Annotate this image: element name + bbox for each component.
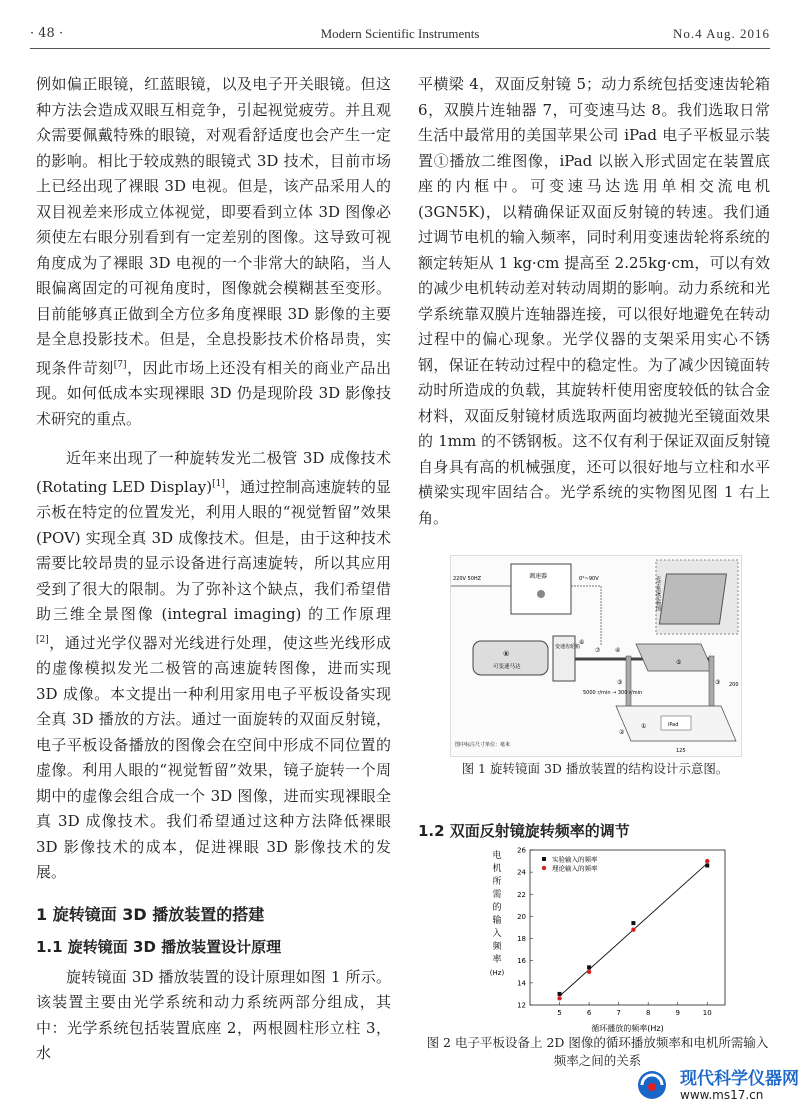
legend-marker [542, 866, 546, 870]
paragraph: 旋转镜面 3D 播放装置的设计原理如图 1 所示。该装置主要由光学系统和动力系统两部分组成，其中：光学系统包括装置底座 2，两根圆柱形立柱 3，水 [36, 967, 391, 1062]
speed-label: 5000 r/min → 300 r/min [583, 690, 643, 696]
y-axis-label-char: 率 [492, 955, 502, 965]
y-axis-label-char: 需 [492, 890, 502, 900]
x-tick-label: 8 [645, 1009, 651, 1017]
issue-info: No.4 Aug. 2016 [672, 26, 770, 41]
x-tick-label: 6 [586, 1009, 592, 1017]
figure-1-schematic [450, 555, 742, 757]
unit-note: 图中标注尺寸单位：毫米 [455, 742, 511, 748]
y-axis-label-char: 入 [492, 929, 502, 939]
x-tick-label: 7 [616, 1009, 621, 1017]
mirror [636, 644, 713, 671]
svg-text:iPad: iPad [668, 722, 679, 728]
watermark-url: www.ms17.cn [680, 1088, 764, 1102]
column-right [709, 656, 714, 711]
gearbox [553, 636, 575, 681]
journal-title: Modern Scientific Instruments [320, 26, 480, 41]
y-axis-label-char: 频 [492, 942, 502, 952]
section-heading: 1 旋转镜面 3D 播放装置的搭建 [36, 904, 265, 924]
controller-knob [537, 590, 545, 598]
right-column [418, 72, 770, 531]
y-axis-label-char: 电 [492, 851, 502, 861]
watermark-text: 现代科学仪器网 [680, 1069, 799, 1089]
x-tick-label: 10 [702, 1009, 712, 1017]
motor-label: 可变速马达 [493, 664, 521, 670]
data-point-theoretical [557, 996, 561, 1000]
page-number: · 48 · [30, 26, 64, 41]
subsection-heading: 1.2 双面反射镜旋转频率的调节 [418, 822, 630, 840]
figure-2-chart [455, 830, 740, 1040]
controller-label: 调速器 [529, 573, 548, 580]
figure-2-caption: 图 2 电子平板设备上 2D 图像的循环播放频率和电机所需输入频率之间的关系 [426, 1035, 769, 1068]
legend-label: 理论输入的频率 [552, 864, 598, 873]
page-header [30, 26, 770, 49]
x-tick-label: 5 [557, 1009, 562, 1017]
y-tick-label: 22 [517, 890, 526, 899]
paragraph: 近年来出现了一种旋转发光二极管 3D 成像技术 (Rotating LED Display)[1]，通过控制高速旋转的显示板在特定的位置发光，利用人眼的“视觉暂留”效果 (POV) 实现全真 3D 成像技术。但是，由于这种技术需要比较昂贵的显示设备进行高速旋转，所以其应用受到了很大的限制。为了弥补这个缺点，我们希望借助三维全景图像 (integral imaging) 的工作原理[2]，通过光学仪器对光线进行处理，使这些光线形成的虚像模拟发光二极管的高速旋转图像，进而实现 3D 成像。本文提出一种利用家用电子平板设备实现全真 3D 播放的方法。通过一面旋转的双面反射镜，电子平板设备播放的图像会在空间中形成不同位置的虚像。利用人眼的“视觉暂留”效果，镜子旋转一个周期中的虚像会组合成一个 3D 图像，进而实现裸眼全真 3D 成像技术。我们希望通过这种方法降低裸眼 3D 影像技术的成本，促进裸眼 3D 影像技术的发展。 [36, 449, 391, 881]
y-tick-label: 26 [517, 846, 526, 855]
data-point-experimental [705, 864, 709, 868]
y-axis-label-char: 所 [492, 877, 502, 887]
svg-text:⑦: ⑦ [595, 647, 601, 654]
data-point-theoretical [631, 928, 635, 932]
y-tick-label: 14 [517, 979, 526, 988]
svg-text:125: 125 [676, 748, 686, 754]
svg-text:②: ② [619, 729, 625, 736]
svg-text:⑥: ⑥ [579, 639, 585, 646]
gearbox-label: 变速齿轮箱 [555, 644, 581, 650]
y-tick-label: 18 [517, 935, 526, 944]
svg-text:200: 200 [729, 682, 739, 688]
svg-text:③: ③ [715, 679, 721, 686]
voltage-range: 0°~90V [579, 576, 599, 582]
figure-1-caption: 图 1 旋转镜面 3D 播放装置的结构设计示意图。 [461, 761, 729, 776]
controller-box [511, 564, 571, 614]
svg-text:③: ③ [617, 679, 623, 686]
y-axis-unit: (Hz) [489, 969, 505, 977]
power-label: 220V 50HZ [453, 576, 482, 582]
column-left [626, 656, 631, 711]
y-axis-label-char: 机 [492, 864, 502, 874]
paragraph: 平横梁 4，双面反射镜 5；动力系统包括变速齿轮箱 6，双膜片连轴器 7，可变速马达 8。我们选取日常生活中最常用的美国苹果公司 iPad 电子平板显示装置①播放二维图像，iPad 以嵌入形式固定在装置底座的内框中。可变速马达选用单相交流电机 (3GN5K)，以精确保证双面反射镜的转速。我们通过调节电机的输入频率，同时利用变速齿轮将系统的额定转矩从 1 kg·cm 提高至 2.25kg·cm，可以有效的减少电机转动差对转动周期的影响。动力系统和光学系统靠双膜片连轴器连接，可以很好地避免在转动过程中的偏心现象。光学仪器的支架采用实心不锈钢，保证在转动过程中的稳定性。为了减少因镜面转动时所造成的负载，其旋转杆使用密度较低的钛合金材料，双面反射镜材质选取两面均被抛光至镜面效果的 1mm 的不锈钢板。这不仅有利于保证双面反射镜自身具有高的机械强度，还可以很好地与立柱和水平横梁实现牢固结合。光学系统的实物图见图 1 右上角。 [418, 75, 770, 527]
data-point-theoretical [705, 859, 709, 863]
paragraph: 例如偏正眼镜，红蓝眼镜，以及电子开关眼镜。但这种方法会造成双眼互相竞争，引起视觉疲劳。并且观众需要佩戴特殊的眼镜，对观看舒适度也会产生一定的影响。相比于较成熟的眼镜式 3D 技术，目前市场上已经出现了裸眼 3D 电视。但是，该产品采用人的双目视差来形成立体视觉，即要看到立体 3D 图像必须使左右眼分别看到有一定差别的图像。这导致可视角度成为了裸眼 3D 电视的一个非常大的缺陷，当人眼偏离固定的可视角度时，图像就会模糊甚至变形。目前能够真正做到全方位多角度裸眼 3D 影像的主要是全息投影技术。但是，全息投影技术价格昂贵，实现条件苛刻[7]，因此市场上还没有相关的商业产品出现。如何低成本实现裸眼 3D 仍是现阶段 3D 影像技术研究的重点。 [36, 75, 391, 428]
left-column [36, 72, 391, 1067]
y-tick-label: 24 [517, 868, 526, 877]
y-tick-label: 16 [517, 957, 526, 966]
y-axis-label-char: 输 [492, 916, 502, 926]
subsection-heading: 1.1 旋转镜面 3D 播放装置设计原理 [36, 938, 282, 956]
y-axis-label-char: 的 [492, 903, 502, 913]
data-point-experimental [631, 921, 635, 925]
legend-marker [542, 857, 546, 861]
y-tick-label: 12 [517, 1001, 526, 1010]
x-tick-label: 9 [675, 1009, 680, 1017]
data-point-experimental [587, 965, 591, 969]
svg-text:①: ① [641, 723, 647, 730]
svg-text:④: ④ [615, 647, 621, 654]
photo-label: 光学系统实物图 [655, 576, 661, 611]
data-point-experimental [558, 992, 562, 996]
legend-label: 实验输入的频率 [552, 855, 598, 864]
motor-number: ⑧ [503, 650, 510, 658]
x-axis-label: 循环播放的频率(Hz) [591, 1024, 664, 1033]
svg-text:⑤: ⑤ [676, 659, 682, 666]
data-point-theoretical [587, 970, 591, 974]
y-tick-label: 20 [517, 912, 526, 921]
